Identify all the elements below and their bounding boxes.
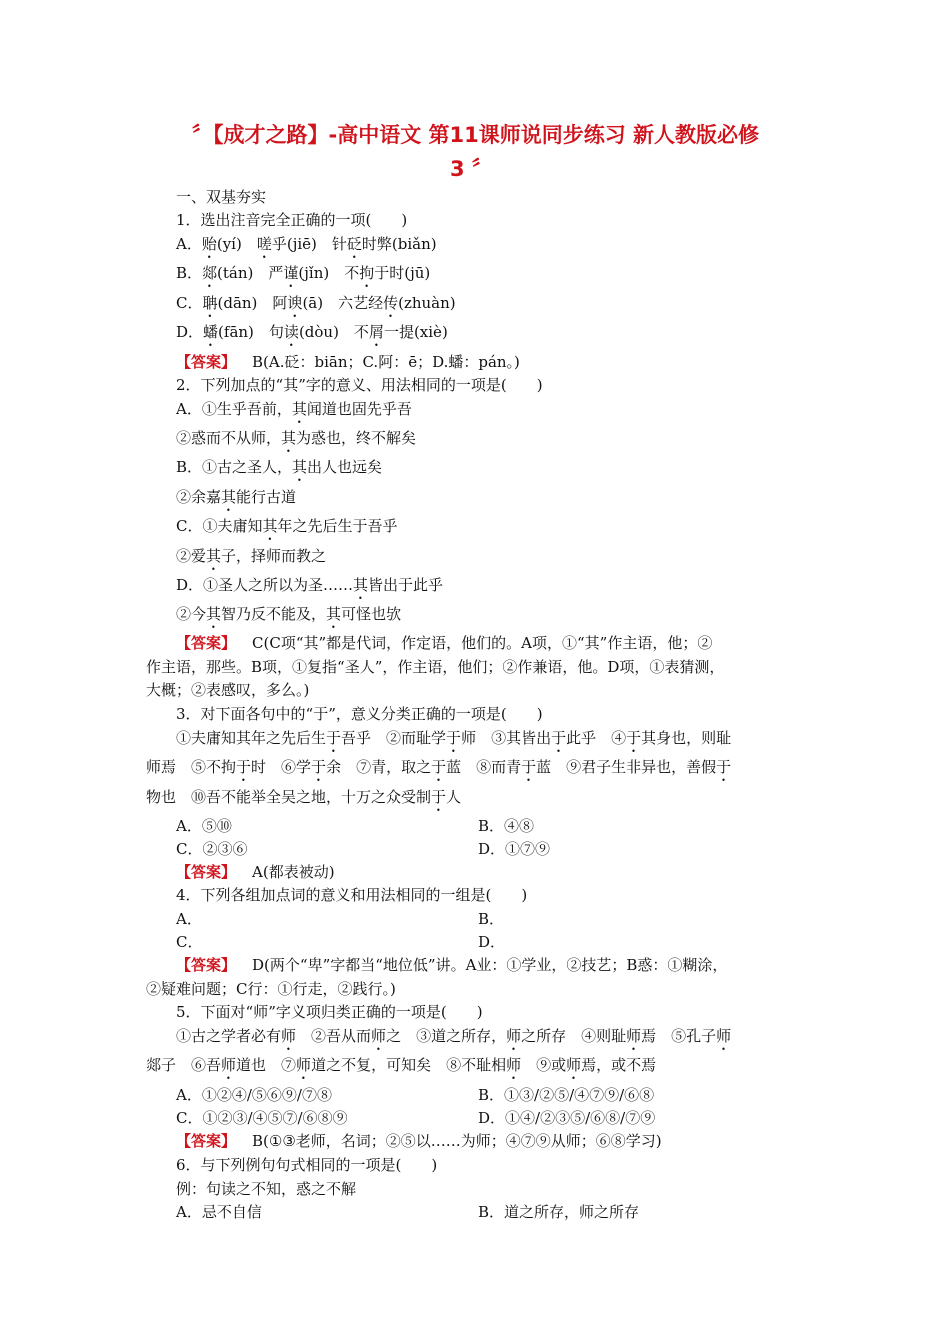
- question-5-option-c: C．①②③/④⑤⑦/⑥⑧⑨: [176, 1109, 348, 1127]
- question-2-option-d-1: D．①圣人之所以为圣……其皆出于此乎: [176, 576, 444, 594]
- question-4-option-c: C．: [176, 933, 203, 951]
- question-2-answer-cont: 作主语，那些。B项，①复指“圣人”，作主语，他们；②作兼语，他。D项，①表猜测，: [146, 658, 725, 676]
- question-5-option-d: D．①④/②③⑤/⑥⑧/⑦⑨: [478, 1109, 656, 1127]
- question-4-option-d: D．: [478, 933, 506, 951]
- question-5-option-a: A．①②④/⑤⑥⑨/⑦⑧: [176, 1086, 332, 1104]
- section-heading: 一、双基夯实: [176, 188, 267, 206]
- question-4-option-a: A．: [176, 910, 202, 928]
- question-2-option-c-2: ②爱其子，择师而教之: [176, 547, 327, 565]
- question-3-stem: 3．对下面各句中的“于”，意义分类正确的一项是( ): [176, 705, 543, 723]
- question-3-option-b: B．④⑧: [478, 817, 535, 835]
- question-3-sentences: ①夫庸知其年之先后生于吾乎 ②而耻学于师 ③其皆出于此乎 ④于其身也，则耻: [176, 729, 732, 747]
- question-3-option-c: C．②③⑥: [176, 840, 248, 858]
- question-2-answer-cont: 大概；②表感叹，多么。): [146, 681, 310, 699]
- answer-label: 【答案】: [176, 956, 237, 974]
- question-2-option-b-1: B．①古之圣人，其出人也远矣: [176, 458, 383, 476]
- question-6-option-a: A．忌不自信: [176, 1203, 262, 1221]
- answer-label: 【答案】: [176, 1132, 237, 1150]
- question-2-answer: 【答案】 C(C项“其”都是代词，作定语，他们的。A项，①“其”作主语，他；②: [176, 634, 713, 652]
- question-3-answer: 【答案】 A(都表被动): [176, 863, 335, 881]
- question-4-stem: 4．下列各组加点词的意义和用法相同的一组是( ): [176, 886, 528, 904]
- question-4-option-b: B．: [478, 910, 505, 928]
- answer-label: 【答案】: [176, 634, 237, 652]
- question-5-sentences: ①古之学者必有师 ②吾从而师之 ③道之所存，师之所存 ④则耻师焉 ⑤孔子师: [176, 1027, 732, 1045]
- question-2-option-d-2: ②今其智乃反不能及，其可怪也欤: [176, 605, 402, 623]
- question-4-answer: 【答案】 D(两个“卑”字都当“地位低”讲。A业：①学业，②技艺；B惑：①糊涂，: [176, 956, 728, 974]
- question-1-option-b: B．郯(tán) 严谨(jǐn) 不拘于时(jū): [176, 264, 431, 282]
- question-5-option-b: B．①③/②⑤/④⑦⑨/⑥⑧: [478, 1086, 655, 1104]
- question-5-stem: 5．下面对“师”字义项归类正确的一项是( ): [176, 1003, 483, 1021]
- question-5-answer: 【答案】 B(①③老师，名词；②⑤以……为师；④⑦⑨从师；⑥⑧学习): [176, 1132, 662, 1150]
- question-2-option-b-2: ②余嘉其能行古道: [176, 488, 297, 506]
- question-3-sentences: 物也 ⑩吾不能举全吴之地，十万之众受制于人: [146, 788, 462, 806]
- question-2-option-a-1: A．①生乎吾前，其闻道也固先乎吾: [176, 400, 412, 418]
- question-6-example: 例：句读之不知，惑之不解: [176, 1180, 357, 1198]
- question-2-option-a-2: ②惑而不从师，其为惑也，终不解矣: [176, 429, 417, 447]
- question-3-option-a: A．⑤⑩: [176, 817, 232, 835]
- answer-label: 【答案】: [176, 353, 237, 371]
- question-3-option-d: D．①⑦⑨: [478, 840, 551, 858]
- question-1-option-d: D．蟠(fān) 句读(dòu) 不屑一提(xiè): [176, 323, 448, 341]
- question-1-option-c: C．聃(dān) 阿谀(ā) 六艺经传(zhuàn): [176, 294, 456, 312]
- answer-label: 【答案】: [176, 863, 237, 881]
- title-line-1: 〞【成才之路】-高中语文 第11课师说同步练习 新人教版必修: [192, 123, 760, 147]
- question-1-option-a: A．贻(yí) 嗟乎(jiē) 针砭时弊(biǎn): [176, 235, 437, 253]
- title-line-2: 3 〞: [450, 157, 493, 181]
- question-3-sentences: 师焉 ⑤不拘于时 ⑥学于余 ⑦青，取之于蓝 ⑧而青于蓝 ⑨君子生非异也，善假于: [146, 758, 732, 776]
- document-title: [170, 118, 820, 186]
- question-6-stem: 6．与下列例句句式相同的一项是( ): [176, 1156, 438, 1174]
- question-5-sentences: 郯子 ⑥吾师道也 ⑦师道之不复，可知矣 ⑧不耻相师 ⑨或师焉，或不焉: [146, 1056, 657, 1074]
- question-2-stem: 2．下列加点的“其”字的意义、用法相同的一项是( ): [176, 376, 543, 394]
- question-6-option-b: B．道之所存，师之所存: [478, 1203, 640, 1221]
- question-2-option-c-1: C．①夫庸知其年之先后生于吾乎: [176, 517, 398, 535]
- question-1-answer: 【答案】 B(A.砭：biān；C.阿：ē；D.蟠：pán。): [176, 353, 520, 371]
- question-1-stem: 1．选出注音完全正确的一项( ): [176, 211, 408, 229]
- question-4-answer-cont: ②疑难问题；C行：①行走，②践行。): [146, 980, 396, 998]
